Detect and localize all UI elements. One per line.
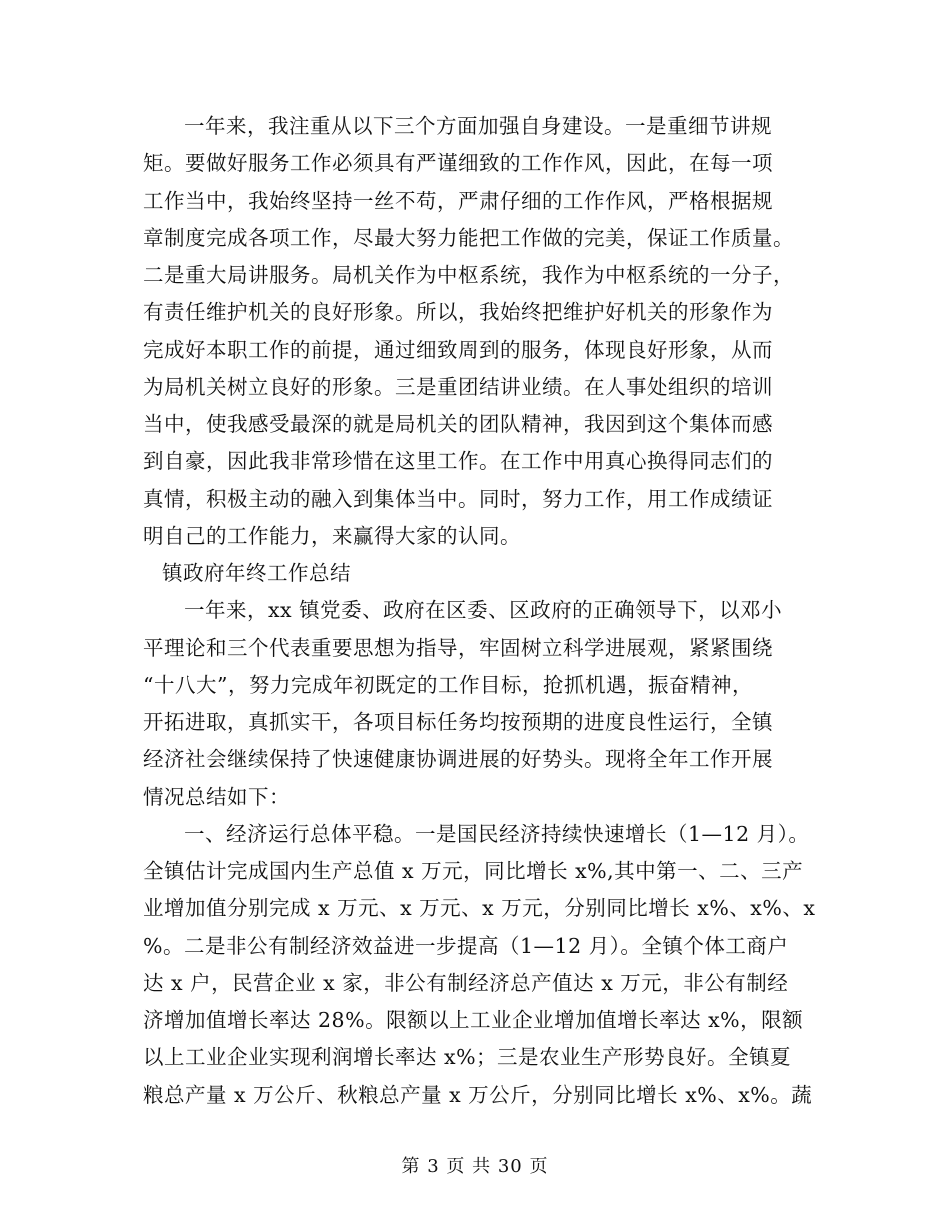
paragraph-line: 矩。要做好服务工作必须具有严谨细致的工作作风，因此，在每一项 [143,151,773,176]
paragraph-line: 明自己的工作能力，来赢得大家的认同。 [143,523,521,548]
paragraph-line: 开拓进取，真抓实干，各项目标任务均按预期的进度良性运行，全镇 [143,710,773,734]
paragraph-line: %。二是非公有制经济效益进一步提高（1—12 月）。全镇个体工商户 [143,933,789,958]
paragraph-line: 为局机关树立良好的形象。三是重团结讲业绩。在人事处组织的培训 [143,374,773,399]
paragraph-line: 以上工业企业实现利润增长率达 x%；三是农业生产形势良好。全镇夏 [143,1045,792,1070]
paragraph-line: 业增加值分别完成 x 万元、x 万元、x 万元，分别同比增长 x%、x%、x [143,896,816,921]
document-body [143,108,843,1114]
paragraph-line: 全镇估计完成国内生产总值 x 万元，同比增长 x%,其中第一、二、三产 [143,859,804,883]
paragraph-line: 达 x 户，民营企业 x 家，非公有制经济总产值达 x 万元，非公有制经 [143,970,789,995]
paragraph-line: 工作当中，我始终坚持一丝不苟，严肃仔细的工作作风，严格根据规 [143,188,773,213]
paragraph-line: 一、经济运行总体平稳。一是国民经济持续快速增长（1—12 月）。 [184,821,810,846]
paragraph-line: 真情，积极主动的融入到集体当中。同时，努力工作，用工作成绩证 [143,486,773,511]
paragraph-line: 经济社会继续保持了快速健康协调进展的好势头。现将全年工作开展 [143,747,773,772]
paragraph-line: 有责任维护机关的良好形象。所以，我始终把维护好机关的形象作为 [143,300,773,325]
paragraph-line: 一年来，xx 镇党委、政府在区委、区政府的正确领导下，以邓小 [184,598,783,623]
paragraph-line: 情况总结如下： [143,784,290,809]
page-footer: 第 3 页 共 30 页 [401,1156,549,1177]
paragraph-line: 一年来，我注重从以下三个方面加强自身建设。一是重细节讲规 [184,114,772,138]
paragraph-line: “十八大”，努力完成年初既定的工作目标，抢抓机遇，振奋精神， [143,672,753,697]
paragraph-line: 当中，使我感受最深的就是局机关的团队精神，我因到这个集体而感 [143,412,773,436]
paragraph-line: 章制度完成各项工作，尽最大努力能把工作做的完美，保证工作质量。 [143,225,794,250]
section-title: 镇政府年终工作总结 [162,561,351,585]
paragraph-line: 济增加值增长率达 28%。限额以上工业企业增加值增长率达 x%，限额 [143,1008,804,1032]
paragraph-line: 平理论和三个代表重要思想为指导，牢固树立科学进展观，紧紧围绕 [143,635,773,660]
paragraph-line: 完成好本职工作的前提，通过细致周到的服务，体现良好形象，从而 [143,337,773,362]
paragraph-line: 粮总产量 x 万公斤、秋粮总产量 x 万公斤，分别同比增长 x%、x%。蔬 [143,1082,813,1107]
paragraph-line: 二是重大局讲服务。局机关作为中枢系统，我作为中枢系统的一分子， [143,263,794,287]
paragraph-line: 到自豪，因此我非常珍惜在这里工作。在工作中用真心换得同志们的 [143,449,773,474]
